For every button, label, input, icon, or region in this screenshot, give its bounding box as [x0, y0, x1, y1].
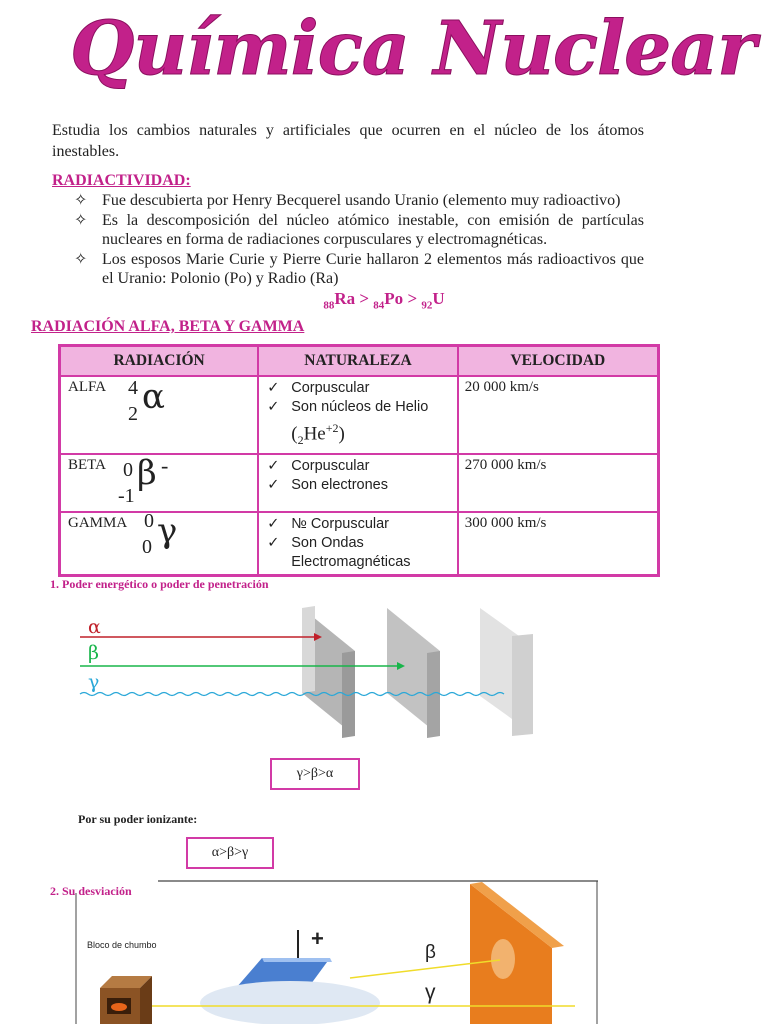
shield-plate-1	[302, 606, 355, 738]
plus-sign: +	[311, 926, 324, 951]
atomic-number: -1	[118, 485, 135, 508]
star-bullet-icon: ✧	[74, 211, 88, 229]
radiation-types-heading: RADIACIÓN ALFA, BETA Y GAMMA	[31, 318, 305, 335]
ionizing-heading: Por su poder ionizante:	[78, 812, 198, 826]
velocity-cell: 270 000 km/s	[458, 454, 659, 512]
check-icon: ✓	[267, 477, 280, 494]
radiation-name: ALFA	[68, 379, 107, 395]
radiation-name: GAMMA	[68, 515, 128, 532]
penetration-diagram	[0, 596, 768, 746]
nature-item: ✓ Son Ondas Electromagnéticas	[267, 535, 411, 571]
velocity-cell: 300 000 km/s	[458, 512, 659, 576]
atomic-number: 2	[128, 403, 138, 425]
nature-item: ✓ Son núcleos de Helio	[267, 399, 429, 415]
stability-formula: $_{88}$Ra > $_{84}$Po > $_{92}$U	[323, 289, 445, 312]
star-bullet-icon: ✧	[74, 192, 88, 209]
page-title: Química Nuclear	[70, 6, 756, 92]
penetration-heading: 1. Poder energético o poder de penetración	[50, 577, 269, 591]
nature-cell	[258, 454, 457, 512]
check-icon: ✓	[267, 535, 280, 552]
mass-number: 0	[123, 459, 133, 482]
charge-sign: -	[161, 453, 169, 479]
radiactividad-heading: RADIACTIVIDAD:	[52, 172, 191, 189]
shield-plate-2	[387, 608, 440, 738]
star-bullet-icon: ✧	[74, 250, 88, 268]
mass-number: 4	[128, 377, 138, 399]
check-icon: ✓	[267, 458, 280, 475]
gamma-label: γ	[425, 981, 436, 1004]
nature-item: ✓ Corpuscular	[267, 458, 370, 475]
radiation-table	[58, 344, 660, 577]
column-header: RADIACIÓN	[60, 346, 259, 377]
nature-cell	[258, 376, 457, 454]
ionizing-order: α>β>γ	[186, 837, 274, 869]
nature-item: ✓ Son electrones	[267, 477, 388, 494]
nature-item: ✓ № Corpuscular	[267, 516, 390, 533]
nature-item: ✓ Corpuscular	[267, 380, 370, 396]
deviation-heading: 2. Su desviación	[50, 884, 132, 898]
beta-label: β	[88, 642, 99, 664]
velocity-cell: 20 000 km/s	[458, 376, 659, 454]
table-row	[60, 512, 659, 576]
list-item: ✧ Los esposos Marie Curie y Pierre Curie hallaron 2 elementos más radioactivos que el Uranio: Polonio (Po) y Radio (Ra)	[74, 250, 644, 287]
table-header-row	[60, 346, 659, 377]
beta-label: β	[425, 942, 436, 963]
gamma-wave	[80, 693, 504, 696]
nature-cell	[258, 512, 457, 576]
radiation-name: BETA	[68, 457, 106, 474]
radiactividad-list	[74, 191, 644, 289]
intro-paragraph: Estudia los cambios naturales y artificiales que ocurren en el núcleo de los átomos inestables.	[52, 122, 644, 160]
penetration-order: γ>β>α	[270, 758, 360, 790]
check-icon: ✓	[267, 399, 280, 415]
shield-plate-3	[480, 608, 533, 736]
radiation-cell	[60, 454, 259, 512]
deviation-diagram	[0, 878, 768, 1024]
list-item: ✧ Es la descomposición del núcleo atómico inestable, con emisión de partículas nucleares en forma de radiaciones corpusculares y electromagnéticas.	[74, 211, 644, 248]
beta-symbol: β	[137, 453, 157, 494]
helium-formula: $(_2He^{+2})$	[291, 421, 345, 448]
mass-number: 0	[144, 510, 154, 533]
table-row	[60, 454, 659, 512]
alpha-symbol: α	[142, 377, 165, 417]
list-item: ✧ Fue descubierta por Henry Becquerel usando Uranio (elemento muy radioactivo)	[74, 192, 621, 209]
column-header: VELOCIDAD	[458, 346, 659, 377]
radiation-cell	[60, 376, 259, 454]
lead-block-label: Bloco de chumbo	[87, 940, 157, 950]
check-icon: ✓	[267, 516, 280, 533]
screen-spot	[491, 939, 515, 979]
gamma-symbol: γ	[157, 511, 178, 552]
gamma-label: γ	[88, 671, 100, 693]
atomic-number: 0	[142, 536, 152, 559]
check-icon: ✓	[267, 380, 280, 396]
radiation-cell	[60, 512, 259, 576]
alpha-label: α	[88, 616, 101, 638]
column-header: NATURALEZA	[258, 346, 457, 377]
radioactive-source-icon	[111, 1003, 127, 1011]
table-row	[60, 376, 659, 454]
field-region	[200, 981, 380, 1024]
